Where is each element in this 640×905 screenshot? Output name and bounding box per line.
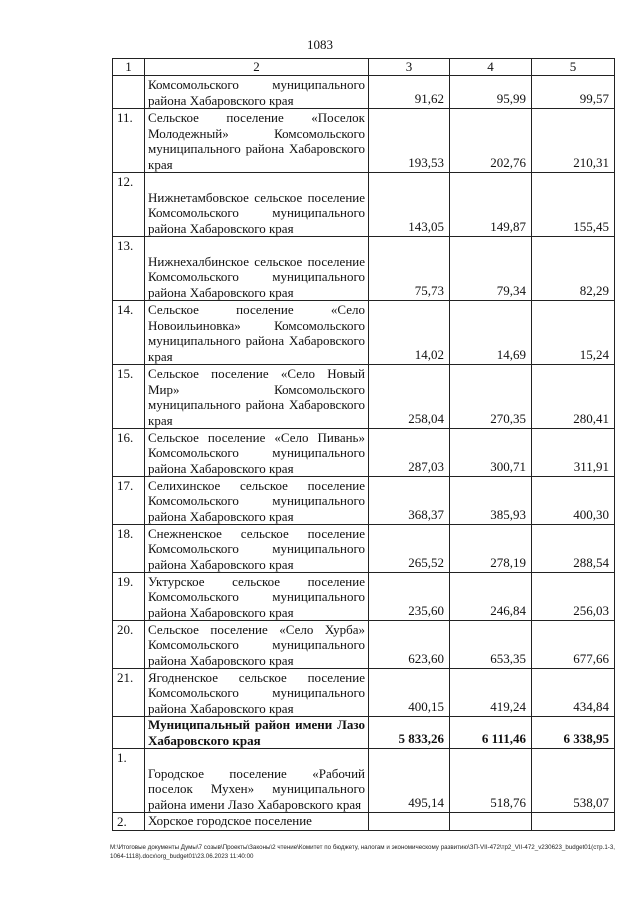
- row-value-col4: 246,84: [450, 573, 532, 621]
- row-name: Сельское поселение «Село Новый Мир» Комсомольского муниципального района Хабаровского края: [145, 365, 369, 429]
- row-name: Сельское поселение «Село Пивань» Комсомольского муниципального района Хабаровского края: [145, 429, 369, 477]
- row-value-col5: 15,24: [532, 301, 615, 365]
- row-value-col4: 95,99: [450, 76, 532, 109]
- row-value-col4: 79,34: [450, 237, 532, 301]
- row-value-col3: 143,05: [369, 173, 450, 237]
- row-number: 15.: [113, 365, 145, 429]
- row-value-col4: 300,71: [450, 429, 532, 477]
- table-row: [113, 525, 615, 573]
- row-value-col4: 149,87: [450, 173, 532, 237]
- row-number: 19.: [113, 573, 145, 621]
- row-value-col4: 202,76: [450, 109, 532, 173]
- row-value-col3: 14,02: [369, 301, 450, 365]
- row-number: 20.: [113, 621, 145, 669]
- table-row: [113, 621, 615, 669]
- table-row: [113, 669, 615, 717]
- row-value-col4: 385,93: [450, 477, 532, 525]
- row-value-col3: 495,14: [369, 749, 450, 813]
- row-value-col5: 6 338,95: [532, 717, 615, 749]
- row-name: Сельское поселение «Село Новоильиновка» Комсомольского муниципального района Хабаровского края: [145, 301, 369, 365]
- row-value-col5: [532, 813, 615, 831]
- table-row: [113, 109, 615, 173]
- row-name: Городское поселение «Рабочий поселок Мухен» муниципального района имени Лазо Хабаровского края: [145, 749, 369, 813]
- table-row: [113, 237, 615, 301]
- table-row: [113, 173, 615, 237]
- header-col-5: 5: [532, 59, 615, 76]
- row-value-col4: 270,35: [450, 365, 532, 429]
- header-col-4: 4: [450, 59, 532, 76]
- header-col-2: 2: [145, 59, 369, 76]
- table-row: [113, 365, 615, 429]
- row-value-col4: 14,69: [450, 301, 532, 365]
- row-value-col3: [369, 813, 450, 831]
- row-number: [113, 76, 145, 109]
- row-value-col5: 256,03: [532, 573, 615, 621]
- row-value-col5: 434,84: [532, 669, 615, 717]
- row-value-col3: 75,73: [369, 237, 450, 301]
- row-name: Муниципальный район имени Лазо Хабаровского края: [145, 717, 369, 749]
- row-value-col4: 518,76: [450, 749, 532, 813]
- row-value-col3: 265,52: [369, 525, 450, 573]
- row-number: 12.: [113, 173, 145, 237]
- row-name: Сельское поселение «Село Хурба» Комсомольского муниципального района Хабаровского края: [145, 621, 369, 669]
- row-value-col3: 287,03: [369, 429, 450, 477]
- row-value-col3: 91,62: [369, 76, 450, 109]
- row-value-col3: 258,04: [369, 365, 450, 429]
- table-row: [113, 429, 615, 477]
- row-number: 16.: [113, 429, 145, 477]
- row-name: Сельское поселение «Поселок Молодежный» Комсомольского муниципального района Хабаровского края: [145, 109, 369, 173]
- row-value-col3: 623,60: [369, 621, 450, 669]
- row-value-col4: 419,24: [450, 669, 532, 717]
- header-col-1: 1: [113, 59, 145, 76]
- table-row: [113, 76, 615, 109]
- row-value-col4: [450, 813, 532, 831]
- row-value-col3: 5 833,26: [369, 717, 450, 749]
- row-number: [113, 717, 145, 749]
- row-name: Уктурское сельское поселение Комсомольского муниципального района Хабаровского края: [145, 573, 369, 621]
- row-value-col5: 280,41: [532, 365, 615, 429]
- row-value-col4: 6 111,46: [450, 717, 532, 749]
- table-row: [113, 573, 615, 621]
- row-value-col5: 288,54: [532, 525, 615, 573]
- footer-file-path: M:\Итоговые документы Думы\7 созыв\Проекты\Законы\2 чтение\Комитет по бюджету, налогам и экономическому развитию\ЗП-VII-472\тр2_VII-472_v230623_budget01(стр.1-3, 1064-1118).docx\org_budget01\23.06.2023 11:40:00: [110, 844, 615, 860]
- table-row: [113, 477, 615, 525]
- row-value-col4: 278,19: [450, 525, 532, 573]
- page-number: 1083: [307, 37, 333, 52]
- row-name: Нижнетамбовское сельское поселение Комсомольского муниципального района Хабаровского края: [145, 173, 369, 237]
- row-value-col4: 653,35: [450, 621, 532, 669]
- row-value-col3: 193,53: [369, 109, 450, 173]
- table-row: [113, 717, 615, 749]
- row-value-col5: 82,29: [532, 237, 615, 301]
- row-number: 17.: [113, 477, 145, 525]
- row-value-col3: 368,37: [369, 477, 450, 525]
- row-number: 13.: [113, 237, 145, 301]
- row-number: 21.: [113, 669, 145, 717]
- row-number: 11.: [113, 109, 145, 173]
- row-number: 2.: [113, 813, 145, 831]
- row-value-col5: 311,91: [532, 429, 615, 477]
- row-name: Селихинское сельское поселение Комсомольского муниципального района Хабаровского края: [145, 477, 369, 525]
- row-name: Ягодненское сельское поселение Комсомольского муниципального района Хабаровского края: [145, 669, 369, 717]
- row-number: 14.: [113, 301, 145, 365]
- row-name: Нижнехалбинское сельское поселение Комсомольского муниципального района Хабаровского края: [145, 237, 369, 301]
- row-name: Хорское городское поселение: [145, 813, 369, 831]
- row-value-col5: 99,57: [532, 76, 615, 109]
- row-name: Снежненское сельское поселение Комсомольского муниципального района Хабаровского края: [145, 525, 369, 573]
- header-col-3: 3: [369, 59, 450, 76]
- row-name: Комсомольского муниципального района Хабаровского края: [145, 76, 369, 109]
- table-row: [113, 813, 615, 831]
- budget-table: [112, 58, 615, 831]
- row-value-col3: 400,15: [369, 669, 450, 717]
- row-value-col5: 677,66: [532, 621, 615, 669]
- row-value-col5: 155,45: [532, 173, 615, 237]
- row-value-col5: 210,31: [532, 109, 615, 173]
- row-value-col3: 235,60: [369, 573, 450, 621]
- row-number: 18.: [113, 525, 145, 573]
- row-number: 1.: [113, 749, 145, 813]
- row-value-col5: 400,30: [532, 477, 615, 525]
- table-header-row: [113, 59, 615, 76]
- table-row: [113, 301, 615, 365]
- row-value-col5: 538,07: [532, 749, 615, 813]
- table-row: [113, 749, 615, 813]
